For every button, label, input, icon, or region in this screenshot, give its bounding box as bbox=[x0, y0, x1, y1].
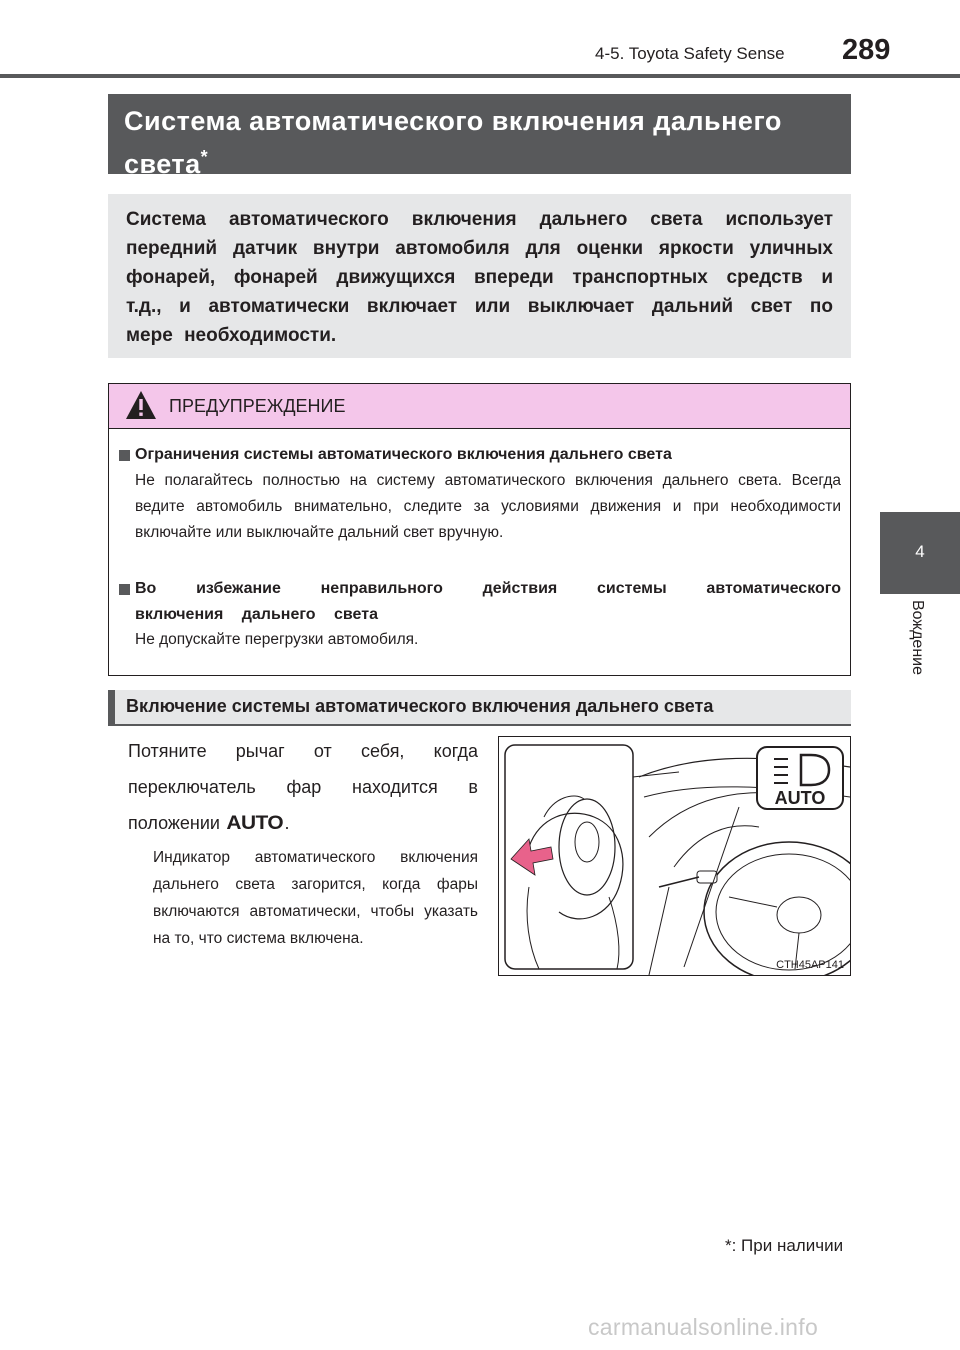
page-number: 289 bbox=[842, 34, 891, 66]
warning-title: ПРЕДУПРЕЖДЕНИЕ bbox=[169, 396, 346, 416]
bullet-square-icon bbox=[119, 450, 130, 461]
bullet-square-icon bbox=[119, 584, 130, 595]
intro-box bbox=[108, 194, 851, 358]
footnote: *: При наличии bbox=[725, 1236, 844, 1255]
illustration-code: CTH45AP141 bbox=[776, 959, 844, 971]
section-accent bbox=[108, 690, 115, 724]
warning-item-title: Ограничения системы автоматического включения дальнего света bbox=[135, 446, 672, 463]
title-asterisk: * bbox=[200, 147, 209, 167]
chapter-tab bbox=[880, 512, 960, 594]
header-section: 4-5. Toyota Safety Sense bbox=[595, 44, 785, 63]
illustration-drawing bbox=[499, 737, 850, 975]
switch-auto-label: AUTO bbox=[774, 788, 826, 808]
warning-item-body: Не полагайтесь полностью на систему автоматического включения дальнего света. Всегда ведите автомобиль внимательно, следите за условиями движения и при необходимости включайте или выключайте дальний свет вручную. bbox=[135, 472, 841, 541]
warning-box bbox=[108, 383, 851, 676]
illustration bbox=[498, 736, 851, 976]
warning-item-body: Не допускайте перегрузки автомобиля. bbox=[135, 631, 419, 648]
header-rule bbox=[0, 74, 960, 78]
page-title bbox=[124, 103, 835, 182]
watermark: carmanualsonline.info bbox=[588, 1314, 819, 1340]
step-note: Индикатор автоматического включения дальнего света загорится, когда фары включаются автоматически, чтобы указать на то, что система включена. bbox=[153, 849, 478, 947]
page-title-text: Система автоматического включения дальнего света bbox=[124, 106, 782, 179]
warning-icon bbox=[125, 390, 157, 420]
warning-item-title: Во избежание неправильного действия системы автоматического включения дальнего света bbox=[135, 580, 841, 623]
section-header bbox=[108, 690, 851, 726]
step-text bbox=[128, 733, 478, 842]
page-title-box bbox=[108, 94, 851, 179]
chapter-label-wrap bbox=[890, 600, 940, 690]
step-instruction: Потяните рычаг от себя, когда переключатель фар находится в положении bbox=[128, 741, 478, 833]
warning-header bbox=[109, 384, 850, 429]
chapter-label: Вождение bbox=[909, 600, 926, 675]
intro-text: Система автоматического включения дальнего света использует передний датчик внутри автомобиля для оценки яркости уличных фонарей, фонарей движущихся впереди транспортных средств и т.д., и автоматически включает или выключает дальний свет по мере необходимости. bbox=[126, 209, 833, 346]
chapter-number: 4 bbox=[915, 542, 925, 561]
auto-badge: AUTO bbox=[226, 813, 284, 834]
step-end: . bbox=[284, 813, 290, 833]
section-title: Включение системы автоматического включения дальнего света bbox=[126, 696, 714, 716]
